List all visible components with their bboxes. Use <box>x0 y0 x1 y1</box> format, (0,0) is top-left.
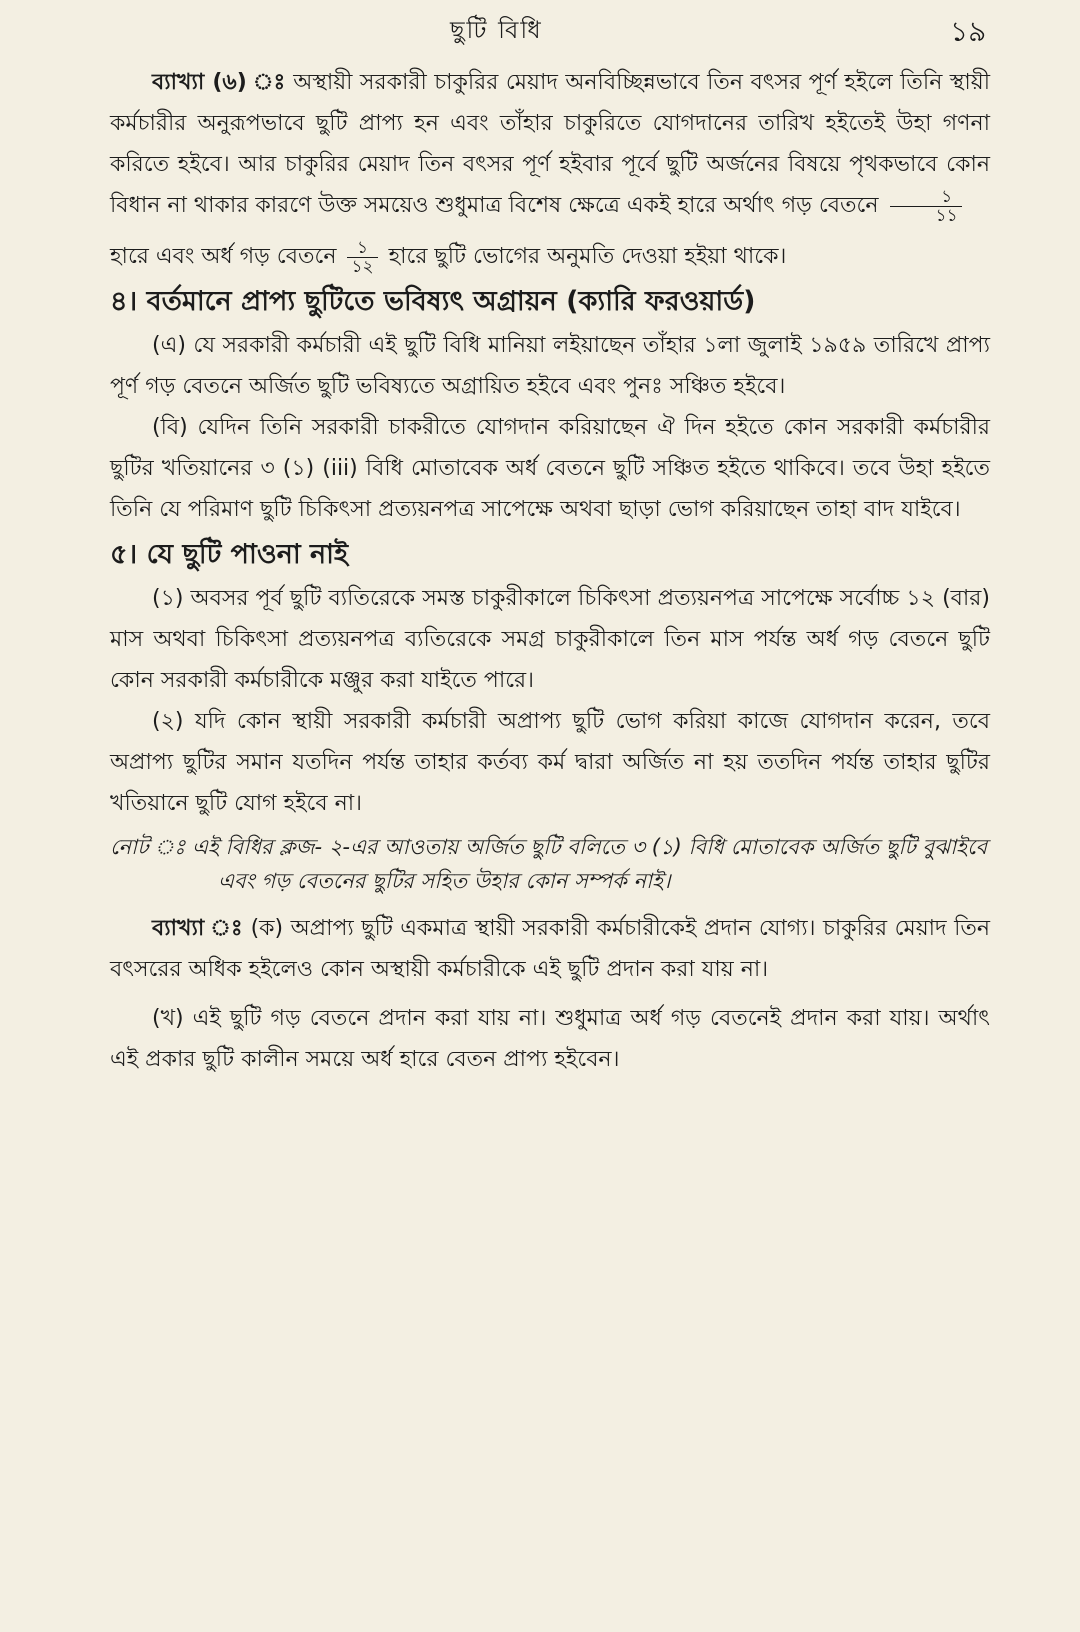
note-body <box>110 830 990 898</box>
explanation-6-cont <box>110 236 990 277</box>
running-title: ছুটি বিধি <box>450 16 543 44</box>
section-5-heading: ৫। যে ছুটি পাওনা নাই <box>110 539 349 570</box>
section-4-clause-a: (এ) যে সরকারী কর্মচারী এই ছুটি বিধি মানিয়া লইয়াছেন তাঁহার ১লা জুলাই ১৯৫৯ তারিখে প্রাপ্য পূর্ণ গড় বেতনে অর্জিত ছুটি ভবিষ্যতে অগ্রায়িত হইবে এবং পুনঃ সঞ্চিত হইবে। <box>110 333 990 399</box>
explanation-a-text: (ক) অপ্রাপ্য ছুটি একমাত্র স্থায়ী সরকারী কর্মচারীকেই প্রদান যোগ্য। চাকুরির মেয়াদ তিন বৎসরের অধিক হইলেও কোন অস্থায়ী কর্মচারীকে এই ছুটি প্রদান করা যায় না। <box>110 916 991 982</box>
explanation-6-cont-after: হারে ছুটি ভোগের অনুমতি দেওয়া হইয়া থাকে। <box>388 244 787 269</box>
fraction-1-11 <box>890 188 962 225</box>
running-header <box>0 8 1080 48</box>
fraction-1-denominator: ১১ <box>935 205 958 226</box>
explanation-b: (খ) এই ছুটি গড় বেতনে প্রদান করা যায় না। শুধুমাত্র অর্ধ গড় বেতনেই প্রদান করা যায়। অর্থাৎ এই প্রকার ছুটি কালীন সময়ে অর্ধ হারে বেতন প্রাপ্য হইবেন। <box>110 1006 990 1072</box>
page-number: ১৯ <box>950 15 987 48</box>
explanation-6 <box>110 62 990 226</box>
explanation-6-cont-before: হারে এবং অর্ধ গড় বেতনে <box>110 244 337 269</box>
explanation-6-text: অস্থায়ী সরকারী চাকুরির মেয়াদ অনবিচ্ছিন্নভাবে তিন বৎসর পূর্ণ হইলে তিনি স্থায়ী কর্মচারীর অনুরূপভাবে ছুটি প্রাপ্য হন এবং তাঁহার চাকুরিতে যোগদানের তারিখ হইতেই উহা গণনা করিতে হইবে। আর চাকুরির মেয়াদ তিন বৎসর পূর্ণ হইবার পূর্বে ছুটি অর্জনের বিষয়ে পৃথকভাবে কোন বিধান না থাকার কারণে উক্ত সময়েও শুধুমাত্র বিশেষ ক্ষেত্রে একই হারে অর্থাৎ গড় বেতনে <box>110 70 991 218</box>
note-text: এই বিধির ক্লজ- ২-এর আওতায় অর্জিত ছুটি বলিতে ৩ (১) বিধি মোতাবেক অর্জিত ছুটি বুঝাইবে এবং গড় বেতনের ছুটির সহিত উহার কোন সম্পর্ক নাই। <box>191 835 988 893</box>
explanation-a <box>110 908 990 990</box>
note-label: নোট ঃ <box>110 835 186 859</box>
section-5-clause-1: (১) অবসর পূর্ব ছুটি ব্যতিরেকে সমস্ত চাকুরীকালে চিকিৎসা প্রত্যয়নপত্র সাপেক্ষে সর্বোচ্চ ১২ (বার) মাস অথবা চিকিৎসা প্রত্যয়নপত্র ব্যতিরেকে সমগ্র চাকুরীকালে তিন মাস পর্যন্ত অর্ধ গড় বেতনে ছুটি কোন সরকারী কর্মচারীকে মঞ্জুর করা যাইতে পারে। <box>110 586 990 693</box>
section-4-heading: ৪। বর্তমানে প্রাপ্য ছুটিতে ভবিষ্যৎ অগ্রায়ন (ক্যারি ফরওয়ার্ড) <box>110 286 756 317</box>
fraction-2-denominator: ১২ <box>351 256 374 277</box>
section-4-clause-b: (বি) যেদিন তিনি সরকারী চাকরীতে যোগদান করিয়াছেন ঐ দিন হইতে কোন সরকারী কর্মচারীর ছুটির খতিয়ানের ৩ (১) (iii) বিধি মোতাবেক অর্ধ বেতনে ছুটি সঞ্চিত হইতে থাকিবে। তবে উহা হইতে তিনি যে পরিমাণ ছুটি চিকিৎসা প্রত্যয়নপত্র সাপেক্ষে অথবা ছাড়া ভোগ করিয়াছেন তাহা বাদ যাইবে। <box>110 415 990 522</box>
fraction-1-12 <box>347 239 377 276</box>
fraction-2-numerator: ১ <box>347 239 377 258</box>
explanation-6-label: ব্যাখ্যা (৬) ঃ <box>152 70 286 95</box>
section-5-clause-2: (২) যদি কোন স্থায়ী সরকারী কর্মচারী অপ্রাপ্য ছুটি ভোগ করিয়া কাজে যোগদান করেন, তবে অপ্রাপ্য ছুটির সমান যতদিন পর্যন্ত তাহার কর্তব্য কর্ম দ্বারা অর্জিত না হয় ততদিন পর্যন্ত তাহার ছুটির খতিয়ানে ছুটি যোগ হইবে না। <box>110 709 990 816</box>
note-block <box>110 830 990 898</box>
fraction-1-numerator: ১ <box>890 188 962 207</box>
explanation-label: ব্যাখ্যা ঃ <box>152 916 244 941</box>
page-body <box>110 62 990 1080</box>
